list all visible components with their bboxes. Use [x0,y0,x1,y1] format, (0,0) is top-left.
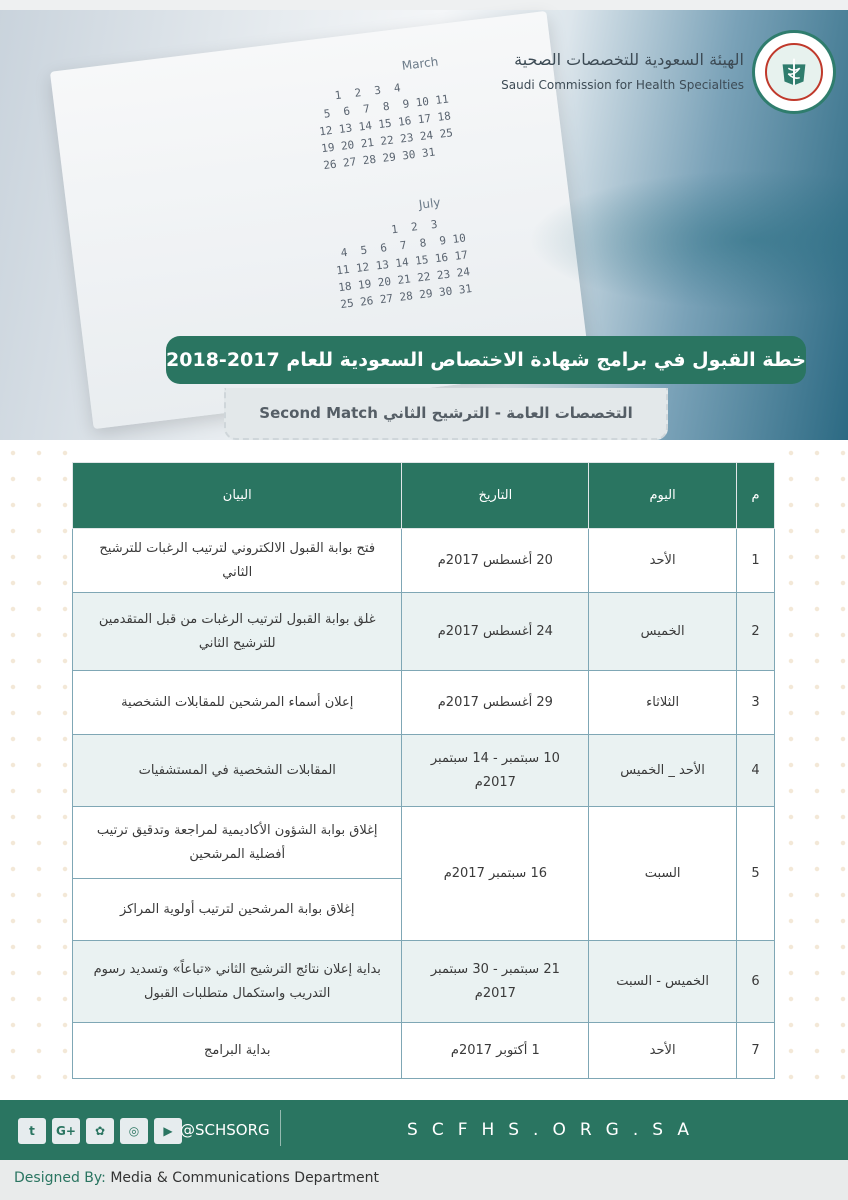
header-date: التاريخ [402,463,589,529]
credit-value: Media & Communications Department [110,1170,380,1186]
org-name-english: Saudi Commission for Health Specialties [501,78,744,92]
cell-desc: إغلاق بوابة المرشحين لترتيب أولوية المراكز [73,879,402,941]
cell-date: 10 سبتمبر - 14 سبتمبر 2017م [402,735,589,807]
twitter-icon[interactable]: t [18,1118,46,1144]
instagram-icon[interactable]: ◎ [120,1118,148,1144]
googleplus-icon[interactable]: G+ [52,1118,80,1144]
credit-label: Designed By: [14,1170,106,1186]
cell-date: 1 أكتوبر 2017م [402,1023,589,1079]
cell-day: الأحد [589,529,737,593]
table-row [73,807,775,879]
cell-num: 1 [737,529,775,593]
scfhs-logo [752,30,836,114]
cell-desc: بداية إعلان نتائج الترشيح الثاني «تباعاً» وتسديد رسوم التدريب واستكمال متطلبات القبول [73,941,402,1023]
cell-num: 3 [737,671,775,735]
social-links [18,1118,182,1144]
cell-desc: غلق بوابة القبول لترتيب الرغبات من قبل المتقدمين للترشيح الثاني [73,593,402,671]
page-title: خطة القبول في برامج شهادة الاختصاص السعودية للعام 2017-2018 [166,336,806,384]
cell-day: الأحد _ الخميس [589,735,737,807]
cell-date: 21 سبتمبر - 30 سبتمبر 2017م [402,941,589,1023]
background-blur [528,170,848,310]
cell-day: السبت [589,807,737,941]
cell-day: الأحد [589,1023,737,1079]
cell-num: 4 [737,735,775,807]
cell-date: 24 أغسطس 2017م [402,593,589,671]
table-row [73,593,775,671]
design-credit [14,1170,379,1186]
cell-day: الثلاثاء [589,671,737,735]
cell-date: 16 سبتمبر 2017م [402,807,589,941]
admission-plan-table [72,462,775,1079]
cell-desc: بداية البرامج [73,1023,402,1079]
footer-divider [280,1110,281,1146]
cell-desc: فتح بوابة القبول الالكتروني لترتيب الرغبات للترشيح الثاني [73,529,402,593]
snapchat-icon[interactable]: ✿ [86,1118,114,1144]
website-link[interactable]: SCFHS.ORG.SA [407,1120,703,1140]
cell-date: 20 أغسطس 2017م [402,529,589,593]
decorative-dots-right [778,440,848,1100]
cell-desc: إغلاق بوابة الشؤون الأكاديمية لمراجعة وتدقيق ترتيب أفضلية المرشحين [73,807,402,879]
decorative-dots-left [0,440,70,1100]
table-header-row [73,463,775,529]
youtube-icon[interactable]: ▶ [154,1118,182,1144]
social-handle[interactable]: @SCHSORG [180,1121,270,1139]
table-row [73,941,775,1023]
top-band [0,0,848,10]
calendar-numbers: 1 2 3 4 5 6 7 8 9 10 11 12 13 14 15 16 17 18 19 20 21 22 23 24 25 26 27 28 29 30 31 [331,217,473,312]
table-row [73,671,775,735]
cell-day: الخميس [589,593,737,671]
cell-num: 6 [737,941,775,1023]
cell-num: 2 [737,593,775,671]
cell-desc: المقابلات الشخصية في المستشفيات [73,735,402,807]
header-num: م [737,463,775,529]
cell-desc: إعلان أسماء المرشحين للمقابلات الشخصية [73,671,402,735]
page-subtitle: التخصصات العامة - الترشيح الثاني Second Match [224,388,668,440]
cell-num: 7 [737,1023,775,1079]
header-desc: البيان [73,463,402,529]
calendar-numbers: 1 2 3 4 5 6 7 8 9 10 11 12 13 14 15 16 17 18 19 20 21 22 23 24 25 26 27 28 29 30 31 [314,81,454,173]
cell-num: 5 [737,807,775,941]
table-row [73,1023,775,1079]
header-day: اليوم [589,463,737,529]
table-row [73,529,775,593]
cell-day: الخميس - السبت [589,941,737,1023]
cell-date: 29 أغسطس 2017م [402,671,589,735]
calendar-month-label: July [418,195,442,212]
calendar-month-label: March [400,54,440,73]
table-row [73,735,775,807]
org-name-arabic: الهيئة السعودية للتخصصات الصحية [514,50,744,69]
caduceus-icon [775,53,813,91]
